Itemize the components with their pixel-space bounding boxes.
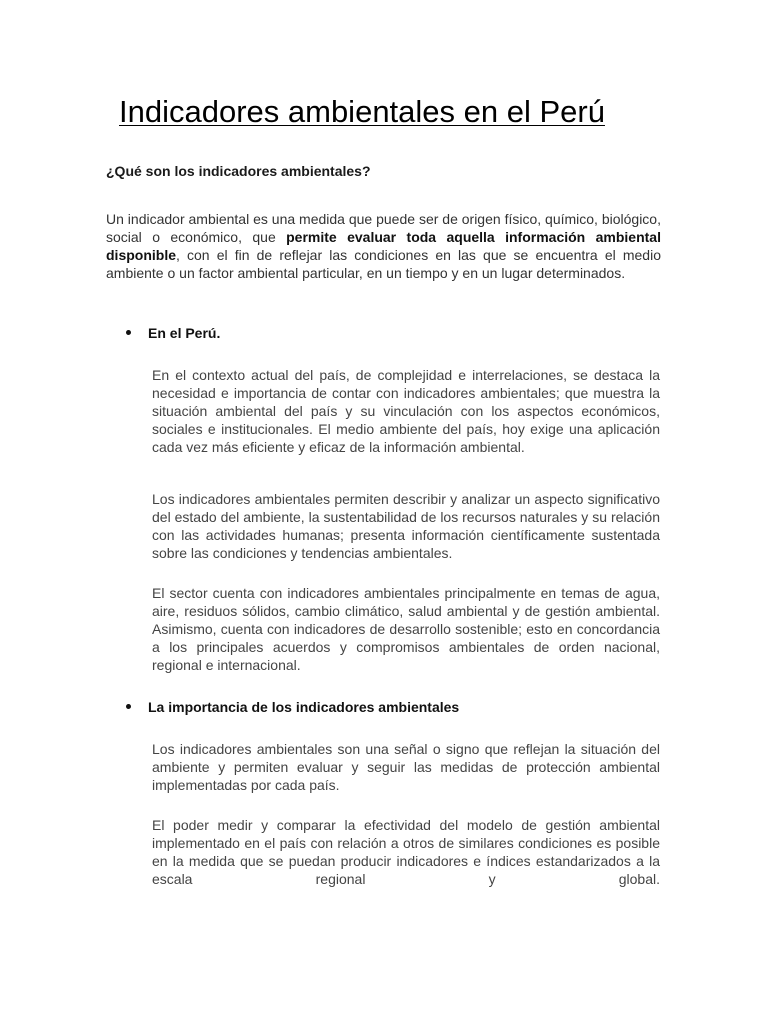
intro-bold-text: permite evaluar toda aquella información ambiental disponible <box>106 229 661 263</box>
section-heading-peru <box>126 324 220 342</box>
section-heading-label: En el Perú. <box>148 325 221 341</box>
peru-paragraph-2: Los indicadores ambientales permiten describir y analizar un aspecto significativo del estado del ambiente, la sustentabilidad de los recursos naturales y su relación con las actividades humanas; presenta información científicamente sustentada sobre las condiciones y tendencias ambientales. <box>152 491 660 561</box>
question-heading: ¿Qué son los indicadores ambientales? <box>106 163 371 179</box>
bullet-icon <box>126 330 131 335</box>
section-heading-importance <box>126 698 459 716</box>
peru-paragraph-1: En el contexto actual del país, de complejidad e interrelaciones, se destaca la necesidad e importancia de contar con indicadores ambientales; que muestra la situación ambiental del país y su vinculación con los aspectos económicos, sociales e institucionales. El medio ambiente del país, hoy exige una aplicación cada vez más eficiente y eficaz de la información ambiental. <box>152 367 660 455</box>
bullet-icon <box>126 704 131 709</box>
intro-text-end: , con el fin de reflejar las condiciones en las que se encuentra el medio ambiente o un factor ambiental particular, en un tiempo y en un lugar determinados. <box>106 247 661 281</box>
section-heading-label: La importancia de los indicadores ambientales <box>148 699 460 715</box>
peru-paragraph-3: El sector cuenta con indicadores ambientales principalmente en temas de agua, aire, residuos sólidos, cambio climático, salud ambiental y de gestión ambiental. Asimismo, cuenta con indicadores de desarrollo sostenible; esto en concordancia a los principales acuerdos y compromisos ambientales de orden nacional, regional e internacional. <box>152 585 660 673</box>
intro-text-start: Un indicador ambiental es una medida que puede ser de origen físico, químico, biológico, social o económico, que <box>106 211 661 245</box>
importance-paragraph-1: Los indicadores ambientales son una señal o signo que reflejan la situación del ambiente y permiten evaluar y seguir las medidas de protección ambiental implementadas por cada país. <box>152 741 660 793</box>
document-title: Indicadores ambientales en el Perú <box>119 94 605 129</box>
intro-paragraph <box>106 210 661 282</box>
importance-paragraph-2: El poder medir y comparar la efectividad del modelo de gestión ambiental implementado en el país con relación a otros de similares condiciones es posible en la medida que se puedan producir indicadores e índices estandarizados a la escala regional y global. <box>152 817 660 887</box>
